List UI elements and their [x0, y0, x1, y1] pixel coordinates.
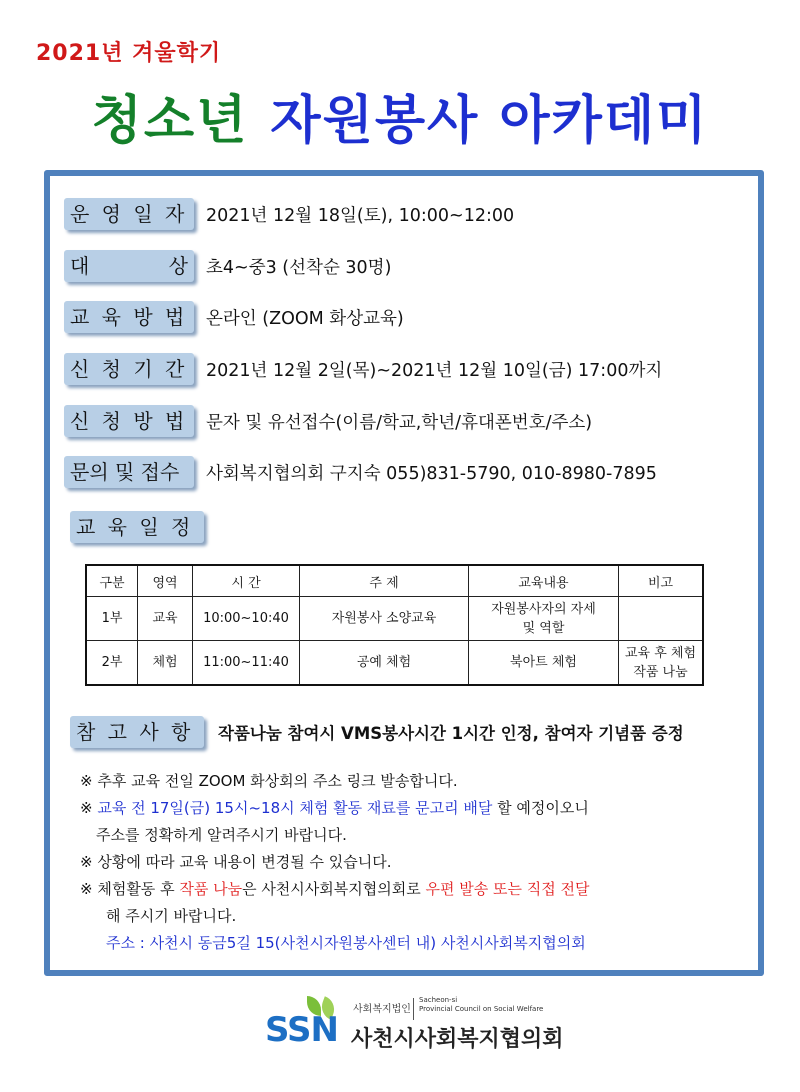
cell-line: 및 역할 — [522, 620, 565, 636]
corp-label: 사회복지법인 — [353, 1004, 411, 1015]
col-header: 영역 — [138, 565, 193, 597]
cell-time: 11:00~11:40 — [193, 641, 300, 686]
info-value: 2021년 12월 2일(목)~2021년 12월 10일(금) 17:00까지 — [206, 360, 663, 381]
reference-label: 참 고 사 항 — [70, 716, 204, 748]
info-frame — [44, 170, 764, 976]
info-row-method — [64, 301, 404, 333]
note-item: ※ 추후 교육 전일 ZOOM 화상회의 주소 링크 발송합니다. — [80, 772, 458, 790]
english-line: Provincial Council on Social Welfare — [419, 1005, 544, 1013]
schedule-heading — [70, 511, 204, 543]
title-academy: 자원봉사 아카데미 — [270, 91, 709, 151]
cell-note — [619, 641, 704, 686]
info-row-target — [64, 250, 391, 282]
title-youth: 청소년 — [91, 91, 249, 151]
info-value: 2021년 12월 18일(토), 10:00~12:00 — [206, 205, 515, 226]
cell-line: 자원봉사자의 자세 — [491, 601, 596, 617]
note-text: 할 예정이오니 — [492, 799, 589, 817]
cell-topic: 공예 체험 — [300, 641, 469, 686]
info-label: 교 육 방 법 — [64, 301, 194, 333]
cell-part: 1부 — [86, 597, 138, 641]
cell-topic: 자원봉사 소양교육 — [300, 597, 469, 641]
english-name — [419, 996, 543, 1014]
info-label: 신 청 방 법 — [64, 405, 194, 437]
info-value: 초4~중3 (선착순 30명) — [206, 257, 392, 278]
page-title — [0, 78, 800, 153]
table-row — [86, 641, 703, 686]
note-item: 주소를 정확하게 알려주시기 바랍니다. — [96, 826, 347, 844]
cell-line: 교육 후 체험 — [624, 645, 697, 661]
info-row-period — [64, 353, 662, 385]
cell-note — [619, 597, 704, 641]
info-label: 문의 및 접수 — [64, 456, 194, 488]
cell-content — [469, 597, 619, 641]
cell-line: 작품 나눔 — [633, 664, 688, 680]
col-header: 주 제 — [300, 565, 469, 597]
note-highlight: 우편 발송 또는 직접 전달 — [425, 880, 590, 898]
logo-text: SSN — [265, 1010, 338, 1050]
note-item — [80, 876, 589, 903]
reference-value: 작품나눔 참여시 VMS봉사시간 1시간 인정, 참여자 기념품 증정 — [218, 724, 684, 743]
info-label — [64, 250, 194, 282]
info-label: 운 영 일 자 — [64, 198, 194, 230]
note-text: ※ — [80, 799, 98, 817]
info-label: 신 청 기 간 — [64, 353, 194, 385]
org-name: 사천시사회복지협의회 — [351, 1027, 564, 1052]
schedule-label: 교 육 일 정 — [70, 511, 204, 543]
schedule-table — [85, 564, 704, 686]
col-header: 교육내용 — [469, 565, 619, 597]
note-item — [80, 795, 589, 822]
note-item: 해 주시기 바랍니다. — [106, 907, 237, 925]
info-row-contact — [64, 456, 657, 488]
note-highlight: 교육 전 17일(금) 15시~18시 체험 활동 재료를 문고리 배달 — [97, 799, 493, 817]
note-text: 은 사천시사회복지협의회로 — [242, 880, 426, 898]
table-header-row — [86, 565, 703, 597]
table-row — [86, 597, 703, 641]
info-label-right: 상 — [168, 254, 188, 278]
cell-part: 2부 — [86, 641, 138, 686]
col-header: 구분 — [86, 565, 138, 597]
note-item: ※ 상황에 따라 교육 내용이 변경될 수 있습니다. — [80, 853, 392, 871]
info-value: 문자 및 유선접수(이름/학교,학년/휴대폰번호/주소) — [206, 412, 593, 433]
cell-content — [469, 641, 619, 686]
info-row-date — [64, 198, 514, 230]
cell-area: 교육 — [138, 597, 193, 641]
info-value: 사회복지협의회 구지숙 055)831-5790, 010-8980-7895 — [206, 463, 657, 484]
note-text: ※ 체험활동 후 — [80, 880, 180, 898]
english-line: Sacheon-si — [419, 996, 458, 1004]
info-label-left: 대 — [70, 254, 90, 278]
divider — [413, 998, 414, 1020]
reference-row — [70, 716, 684, 748]
note-highlight: 작품 나눔 — [179, 880, 243, 898]
info-row-apply — [64, 405, 592, 437]
semester-subtitle: 2021년 겨울학기 — [36, 41, 222, 66]
cell-area: 체험 — [138, 641, 193, 686]
ssn-logo — [265, 996, 339, 1054]
cell-line: 북아트 체험 — [510, 655, 577, 670]
col-header: 시 간 — [193, 565, 300, 597]
address-line: 주소 : 사천시 동금5길 15(사천시자원봉사센터 내) 사천시사회복지협의회 — [106, 934, 586, 952]
cell-time: 10:00~10:40 — [193, 597, 300, 641]
col-header: 비고 — [619, 565, 704, 597]
info-value: 온라인 (ZOOM 화상교육) — [206, 308, 404, 329]
notes-list — [80, 768, 589, 957]
